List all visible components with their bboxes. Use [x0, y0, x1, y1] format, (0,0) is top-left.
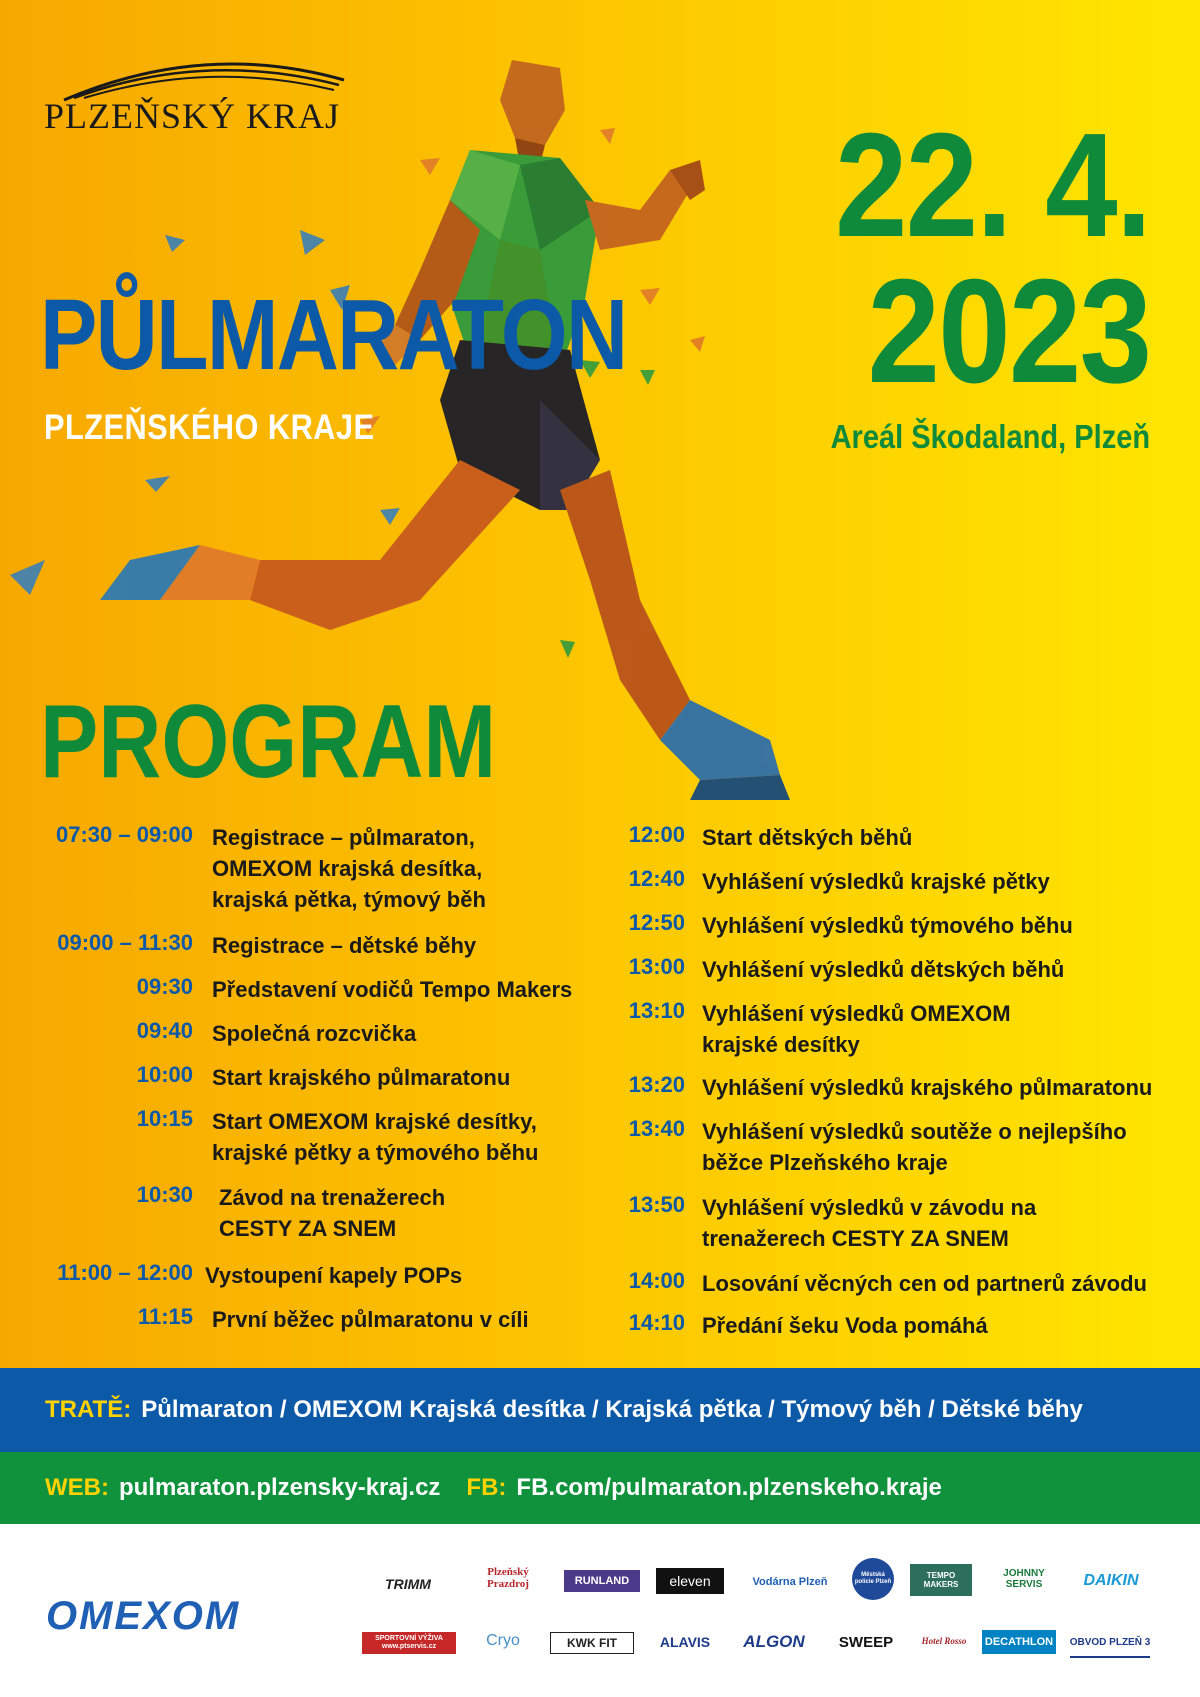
schedule-desc: [702, 1268, 1147, 1299]
schedule-time: 13:20: [628, 1072, 685, 1097]
schedule-time: 14:10: [628, 1310, 685, 1335]
web-label: WEB:: [45, 1474, 109, 1501]
schedule-line: Vyhlášení výsledků soutěže o nejlepšího: [702, 1119, 1127, 1144]
sponsor-logo: eleven: [656, 1568, 724, 1594]
event-subtitle: PLZEŇSKÉHO KRAJE: [44, 408, 375, 447]
sponsor-logo: Cryo: [486, 1632, 520, 1649]
fb-label: FB:: [466, 1474, 507, 1501]
schedule-line: Vystoupení kapely POPs: [205, 1263, 463, 1288]
schedule-line: Start dětských běhů: [702, 825, 913, 850]
tracks-text: Půlmaraton / OMEXOM Krajská desítka / Krajská pětka / Týmový běh / Dětské běhy: [141, 1396, 1083, 1423]
schedule-desc: [212, 1304, 529, 1335]
schedule-line: Vyhlášení výsledků dětských běhů: [702, 957, 1065, 982]
schedule-desc: [702, 998, 1011, 1060]
schedule-line: Představení vodičů Tempo Makers: [212, 977, 573, 1002]
sponsor-logo: ALGON: [743, 1632, 805, 1651]
schedule-desc: [219, 1182, 445, 1244]
sponsor-logo: Plzeňský Prazdroj: [487, 1566, 529, 1590]
schedule-desc: [212, 1106, 538, 1168]
schedule-line: Vyhlášení výsledků krajské pětky: [702, 869, 1050, 894]
schedule-line: Společná rozcvička: [212, 1021, 417, 1046]
sponsor-logo: JOHNNY SERVIS: [1003, 1568, 1045, 1590]
schedule-line: Losování věcných cen od partnerů závodu: [702, 1271, 1147, 1296]
schedule-time: 13:00: [628, 954, 685, 979]
sponsor-logo: SPORTOVNÍ VÝŽIVA www.ptservis.cz: [362, 1632, 456, 1654]
omexom-logo: OMEXOM: [46, 1594, 241, 1638]
schedule-line: CESTY ZA SNEM: [219, 1216, 397, 1241]
schedule-time: 12:40: [628, 866, 685, 891]
event-date-year: 2023: [867, 249, 1150, 414]
schedule-desc: [212, 1018, 416, 1049]
sponsor-logo: Městská policie Plzeň: [852, 1558, 894, 1600]
schedule-time: 09:30: [136, 974, 193, 999]
event-title: PŮLMARATON: [40, 279, 627, 391]
schedule-left: [0, 0, 600, 1332]
schedule-time: 07:30 – 09:00: [56, 822, 193, 847]
schedule-desc: [212, 974, 572, 1005]
logo-text: PLZEŇSKÝ KRAJ: [44, 96, 341, 136]
schedule-desc: [212, 1062, 510, 1093]
schedule-time: 13:40: [628, 1116, 685, 1141]
schedule-desc: [702, 822, 912, 853]
schedule-desc: [702, 910, 1073, 941]
schedule-time: 10:15: [136, 1106, 193, 1131]
sponsor-logo: DECATHLON: [982, 1630, 1056, 1654]
sponsor-logo: ALAVIS: [659, 1634, 711, 1650]
sponsor-logo: Hotel Rosso: [921, 1636, 967, 1646]
program-heading: PROGRAM: [40, 684, 497, 800]
sponsor-logo: SWEEP: [838, 1633, 894, 1651]
schedule-line: běžce Plzeňského kraje: [702, 1150, 948, 1175]
schedule-line: OMEXOM krajská desítka,: [212, 856, 483, 881]
sponsor-logo: TRIMM: [385, 1576, 431, 1592]
schedule-line: Registrace – dětské běhy: [212, 933, 477, 958]
schedule-desc: [702, 1192, 1036, 1254]
sponsor-logo: OBVOD PLZEŇ 3: [1070, 1628, 1150, 1658]
schedule-desc: [702, 1116, 1127, 1178]
schedule-line: Vyhlášení výsledků týmového běhu: [702, 913, 1073, 938]
schedule-time: 14:00: [628, 1268, 685, 1293]
tracks-label: TRATĚ:: [45, 1396, 132, 1423]
schedule-time: 11:00 – 12:00: [57, 1260, 193, 1285]
schedule-line: krajské pětky a týmového běhu: [212, 1140, 539, 1165]
schedule-line: krajské desítky: [702, 1032, 860, 1057]
schedule-line: trenažerech CESTY ZA SNEM: [702, 1226, 1009, 1251]
web-link[interactable]: pulmaraton.plzensky-kraj.cz: [118, 1474, 441, 1501]
event-date-day-month: 22. 4.: [834, 103, 1150, 268]
sponsor-logo: Vodárna Plzeň: [752, 1576, 828, 1588]
schedule-line: Vyhlášení výsledků v závodu na: [702, 1195, 1037, 1220]
fb-link[interactable]: FB.com/pulmaraton.plzenskeho.kraje: [516, 1474, 942, 1501]
sponsor-logo: TEMPO MAKERS: [910, 1564, 972, 1596]
schedule-time: 13:50: [628, 1192, 685, 1217]
sponsor-logo: KWK FIT: [550, 1632, 634, 1654]
sponsor-area: [0, 1524, 1200, 1697]
schedule-line: Předání šeku Voda pomáhá: [702, 1313, 988, 1338]
links-band: [0, 1452, 1200, 1524]
schedule-time: 09:40: [136, 1018, 193, 1043]
schedule-line: Vyhlášení výsledků krajského půlmaratonu: [702, 1075, 1153, 1100]
schedule-line: Start krajského půlmaratonu: [212, 1065, 511, 1090]
schedule-time: 13:10: [628, 998, 685, 1023]
schedule-time: 12:50: [628, 910, 685, 935]
schedule-desc: [702, 1072, 1152, 1103]
schedule-line: První běžec půlmaratonu v cíli: [212, 1307, 529, 1332]
schedule-time: 12:00: [628, 822, 685, 847]
schedule-line: Vyhlášení výsledků OMEXOM: [702, 1001, 1011, 1026]
schedule-desc: [212, 822, 486, 915]
schedule-time: 10:00: [136, 1062, 193, 1087]
schedule-time: 09:00 – 11:30: [57, 930, 193, 955]
schedule-desc: [212, 930, 476, 961]
tracks-band: [0, 1368, 1200, 1452]
sponsor-logo: DAIKIN: [1083, 1572, 1139, 1589]
schedule-line: krajská pětka, týmový běh: [212, 887, 486, 912]
schedule-right: [600, 0, 1200, 1338]
schedule-time: 11:15: [137, 1304, 193, 1329]
schedule-line: Registrace – půlmaraton,: [212, 825, 475, 850]
schedule-line: Start OMEXOM krajské desítky,: [212, 1109, 537, 1134]
event-venue: Areál Škodaland, Plzeň: [830, 418, 1150, 455]
schedule-desc: [702, 954, 1064, 985]
schedule-desc: [205, 1260, 462, 1291]
sponsor-logo: RUNLAND: [564, 1570, 640, 1592]
schedule-time: 10:30: [136, 1182, 193, 1207]
schedule-line: Závod na trenažerech: [219, 1185, 446, 1210]
schedule-desc: [702, 1310, 988, 1341]
schedule-desc: [702, 866, 1050, 897]
